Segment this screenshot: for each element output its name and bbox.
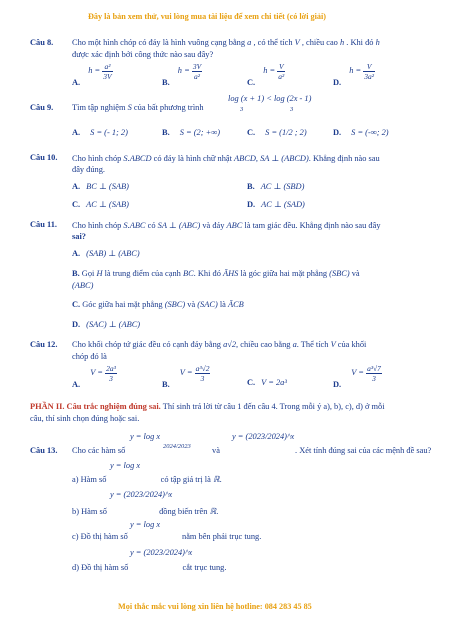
q10-option-a[interactable]: [72, 181, 129, 191]
q9-text-part: của bất phương trình: [133, 103, 204, 112]
option-label: C.: [72, 300, 81, 309]
header-banner: Đây là bản xem thử, vui lòng mua tài liệu để xem chi tiết (có lời giải): [88, 12, 327, 21]
statement-tail: nằm bên phải trục tung.: [182, 532, 262, 541]
option-value: AC ⊥ (SBD): [260, 182, 305, 191]
option-label: D.: [333, 128, 342, 137]
q9-inequality: log (x + 1) < log (2x - 1): [228, 94, 312, 103]
q9-option-d[interactable]: [333, 128, 389, 137]
q8-line2: được xác định bởi công thức nào sau đây?: [72, 50, 214, 59]
option-lhs: h =: [349, 66, 362, 76]
footer-banner: Mọi thắc mắc vui lòng xin liên hệ hotline: 084 283 45 85: [118, 602, 312, 611]
frac-den: 3V: [103, 72, 112, 81]
q8-text-part: . Khi đó: [346, 38, 374, 47]
option-fraction: [195, 364, 211, 383]
q13-number: Câu 13.: [30, 446, 58, 455]
q11-option-b[interactable]: [72, 269, 360, 278]
q9-var-s: S: [127, 103, 132, 112]
option-value: S = (2; +∞): [179, 128, 220, 137]
q11-text: [72, 220, 381, 230]
q11-option-c[interactable]: [72, 300, 244, 309]
option-text: là trung điểm của cạnh: [104, 269, 181, 278]
frac-den: a²: [278, 72, 285, 81]
option-label: B.: [247, 182, 255, 191]
option-label: B.: [162, 78, 170, 88]
q13-text2: . Xét tính đúng sai của các mệnh đề sau?: [295, 446, 432, 455]
statement-label: c) Đồ thị hàm số: [72, 532, 128, 541]
q9-text: [72, 103, 204, 112]
q12-number: Câu 12.: [30, 340, 58, 349]
option-lhs: V =: [351, 368, 364, 378]
q8-var-h: h: [339, 38, 345, 47]
q10-text: Cho hình chóp S.ABCD có đáy là hình chữ nhật ABCD, SA ⊥ (ABCD). Khẳng định nào sau: [72, 154, 380, 163]
q11-base: ABC: [226, 221, 243, 230]
q11-pyramid: S.ABC: [123, 221, 146, 230]
frac-den: a²: [193, 72, 200, 81]
frac-den: 3: [200, 374, 205, 383]
q10-text-part: Cho hình chóp: [72, 154, 122, 163]
q12-text-part: , chiều cao bằng: [236, 340, 291, 349]
q13-c-func: y = log x: [130, 520, 161, 529]
q11-option-d[interactable]: [72, 319, 140, 329]
frac-num: a²: [102, 62, 112, 72]
q8-number: Câu 8.: [30, 38, 54, 47]
q8-text-part: Cho một hình chóp có đáy là hình vuông cạng bằng: [72, 38, 246, 47]
option-label: A.: [72, 249, 81, 258]
option-value: (SAC) ⊥ (ABC): [86, 320, 141, 329]
option-label: C.: [247, 78, 256, 88]
option-lhs: h =: [263, 66, 276, 76]
q11-line2: sai?: [72, 232, 86, 241]
option-label: C.: [247, 378, 256, 387]
part2-text: Thí sinh trả lời từ câu 1 đến câu 4. Trong mỗi ý a), b), c), d) ở mỗi: [162, 402, 385, 411]
q13-statement-d[interactable]: [72, 563, 226, 572]
q9-text-part: Tìm tập nghiệm: [72, 103, 126, 112]
option-value: S = (1/2 ; 2): [265, 128, 307, 137]
q10-condition: SA ⊥ (ABCD): [260, 154, 309, 163]
q12-option-d[interactable]: [333, 364, 382, 390]
statement-tail: đồng biến trên: [159, 507, 208, 516]
q10-pyramid: S.ABCD: [123, 154, 152, 163]
option-fraction: [277, 62, 285, 81]
statement-label: b) Hàm số: [72, 507, 107, 516]
frac-den: 3a²: [364, 72, 375, 81]
q9-log-base-1: 3: [240, 106, 244, 113]
option-label: B.: [162, 380, 170, 390]
frac-den: 3: [109, 374, 113, 383]
q8-text: [72, 38, 380, 47]
q10-option-d[interactable]: [247, 199, 305, 209]
option-text: Gọi: [81, 269, 95, 278]
q11-option-b-plane2: (ABC): [72, 281, 94, 290]
q9-option-b[interactable]: [162, 128, 220, 137]
q12-option-c[interactable]: [247, 378, 287, 387]
frac-num: a³√7: [367, 364, 381, 373]
option-fraction: [366, 364, 382, 383]
q13-b-func: y = (2023/2024)^x: [110, 490, 173, 499]
q8-option-a[interactable]: [72, 62, 113, 88]
option-plane: (SAC): [197, 300, 218, 309]
option-fraction: [192, 62, 202, 81]
option-text: Góc giữa hai mặt phẳng: [82, 300, 163, 309]
option-value: S = (-∞; 2): [351, 128, 389, 137]
q12-var-v: V: [330, 340, 336, 349]
statement-label: a) Hàm số: [72, 475, 107, 484]
option-label: C.: [247, 128, 256, 137]
part2-title: PHẦN II. Câu trắc nghiệm đúng sai.: [30, 402, 161, 411]
q11-option-a[interactable]: [72, 248, 140, 258]
statement-set: ℝ: [209, 507, 217, 516]
option-fraction: [363, 62, 375, 81]
option-plane: (SBC): [164, 300, 186, 309]
option-label: D.: [333, 380, 342, 390]
option-text: và: [187, 300, 196, 309]
q8-option-d[interactable]: [333, 62, 375, 88]
option-text: . Khi đó: [193, 269, 221, 278]
q13-and: và: [212, 446, 220, 455]
option-label: D.: [72, 320, 81, 329]
q9-number: Câu 9.: [30, 103, 54, 112]
q10-option-c[interactable]: [72, 199, 129, 209]
q12-option-b[interactable]: [162, 364, 210, 390]
q9-option-a[interactable]: [72, 128, 128, 137]
part2-header: [30, 402, 385, 411]
q12-text-part: của khối: [337, 340, 367, 349]
q11-text-part: có: [147, 221, 156, 230]
option-value: (SAB) ⊥ (ABC): [86, 249, 140, 258]
q11-text-part: và đáy: [202, 221, 225, 230]
option-plane: (SBC): [329, 269, 350, 278]
statement-tail: cắt trục tung.: [182, 563, 227, 572]
part2-line2: câu, thí sinh chọn đúng hoặc sai.: [30, 414, 140, 423]
q9-option-c[interactable]: [247, 128, 307, 137]
q10-text-part: có đáy là hình chữ nhật: [153, 154, 232, 163]
q12-edge: a√2: [223, 340, 237, 349]
option-value: AC ⊥ (SAB): [86, 200, 129, 209]
q12-option-a[interactable]: [72, 364, 117, 390]
q13-func-log: y = log x: [130, 432, 161, 441]
option-label: A.: [72, 380, 81, 390]
option-value: BC ⊥ (SAB): [86, 182, 129, 191]
q11-text-part: là tam giác đều. Khẳng định nào sau đây: [244, 221, 381, 230]
option-fraction: [105, 364, 117, 383]
q11-text-part: Cho hình chóp: [72, 221, 122, 230]
q11-condition: SA ⊥ (ABC): [157, 221, 201, 230]
q10-option-b[interactable]: [247, 181, 304, 191]
option-lhs: V =: [179, 368, 193, 378]
option-label: A.: [72, 78, 81, 88]
option-label: A.: [72, 128, 81, 137]
q13-text1: Cho các hàm số: [72, 446, 126, 455]
option-label: A.: [72, 182, 81, 191]
statement-set: ℝ: [212, 475, 220, 484]
q12-text-part: . Thể tích: [296, 340, 329, 349]
q12-var-a: a: [292, 340, 297, 349]
q13-d-func: y = (2023/2024)^x: [130, 548, 193, 557]
frac-den: 3: [372, 374, 376, 383]
q13-statement-c[interactable]: [72, 532, 261, 541]
option-label: B.: [72, 269, 80, 278]
q13-statement-b[interactable]: b) Hàm số đồng biến trên ℝ.: [72, 507, 219, 516]
q13-statement-a[interactable]: a) Hàm số có tập giá trị là ℝ.: [72, 475, 222, 484]
option-value: V = 2a³: [261, 378, 287, 387]
q9-log-base-2: 3: [290, 106, 294, 113]
q8-option-c[interactable]: [247, 62, 285, 88]
option-value: AC ⊥ (SAD): [261, 200, 305, 209]
frac-num: 2a³: [106, 364, 116, 373]
q13-log-base: 2024/2023: [163, 443, 191, 450]
option-label: D.: [247, 200, 256, 209]
option-value: S = (- 1; 2): [90, 128, 128, 137]
q8-option-b[interactable]: [162, 62, 202, 88]
option-label: D.: [333, 78, 342, 88]
frac-num: a³√2: [195, 364, 210, 373]
option-var: BC: [182, 269, 194, 278]
frac-num: V: [363, 62, 375, 72]
q12-line2: chóp đó là: [72, 352, 107, 361]
option-text: là góc giữa hai mặt phẳng: [240, 269, 328, 278]
q10-text-part: . Khẳng định nào sau: [308, 154, 380, 163]
option-text: và: [351, 269, 360, 278]
q10-number: Câu 10.: [30, 153, 58, 162]
option-label: C.: [72, 200, 81, 209]
q10-base: ABCD: [234, 154, 256, 163]
q11-number: Câu 11.: [30, 220, 57, 229]
frac-num: 3V: [192, 62, 202, 71]
q8-text-part: , có thể tích: [253, 38, 293, 47]
q13-a-func: y = log x: [110, 461, 141, 470]
q13-func-exp: y = (2023/2024)^x: [232, 432, 295, 441]
option-lhs: h =: [177, 66, 190, 76]
frac-num: V: [278, 62, 284, 71]
option-lhs: V =: [90, 368, 103, 378]
option-text: là: [219, 300, 226, 309]
option-fraction: [102, 62, 112, 81]
q8-text-part: , chiều cao: [301, 38, 338, 47]
option-label: B.: [162, 128, 170, 137]
q12-text: [72, 340, 366, 349]
option-var: H: [96, 269, 103, 278]
option-angle: ĀHS: [222, 269, 239, 278]
q8-var-h: h: [375, 38, 380, 47]
option-angle: ĀCB: [227, 300, 244, 309]
q8-var-v: V: [294, 38, 300, 47]
q12-text-part: Cho khối chóp tứ giác đều có cạnh đáy bằng: [72, 340, 221, 349]
q8-var-a: a: [247, 38, 252, 47]
option-lhs: h =: [88, 66, 101, 76]
statement-tail: có tập giá trị là: [160, 475, 211, 484]
q10-line2: đây đúng.: [72, 165, 106, 174]
statement-label: d) Đồ thị hàm số: [72, 563, 129, 572]
